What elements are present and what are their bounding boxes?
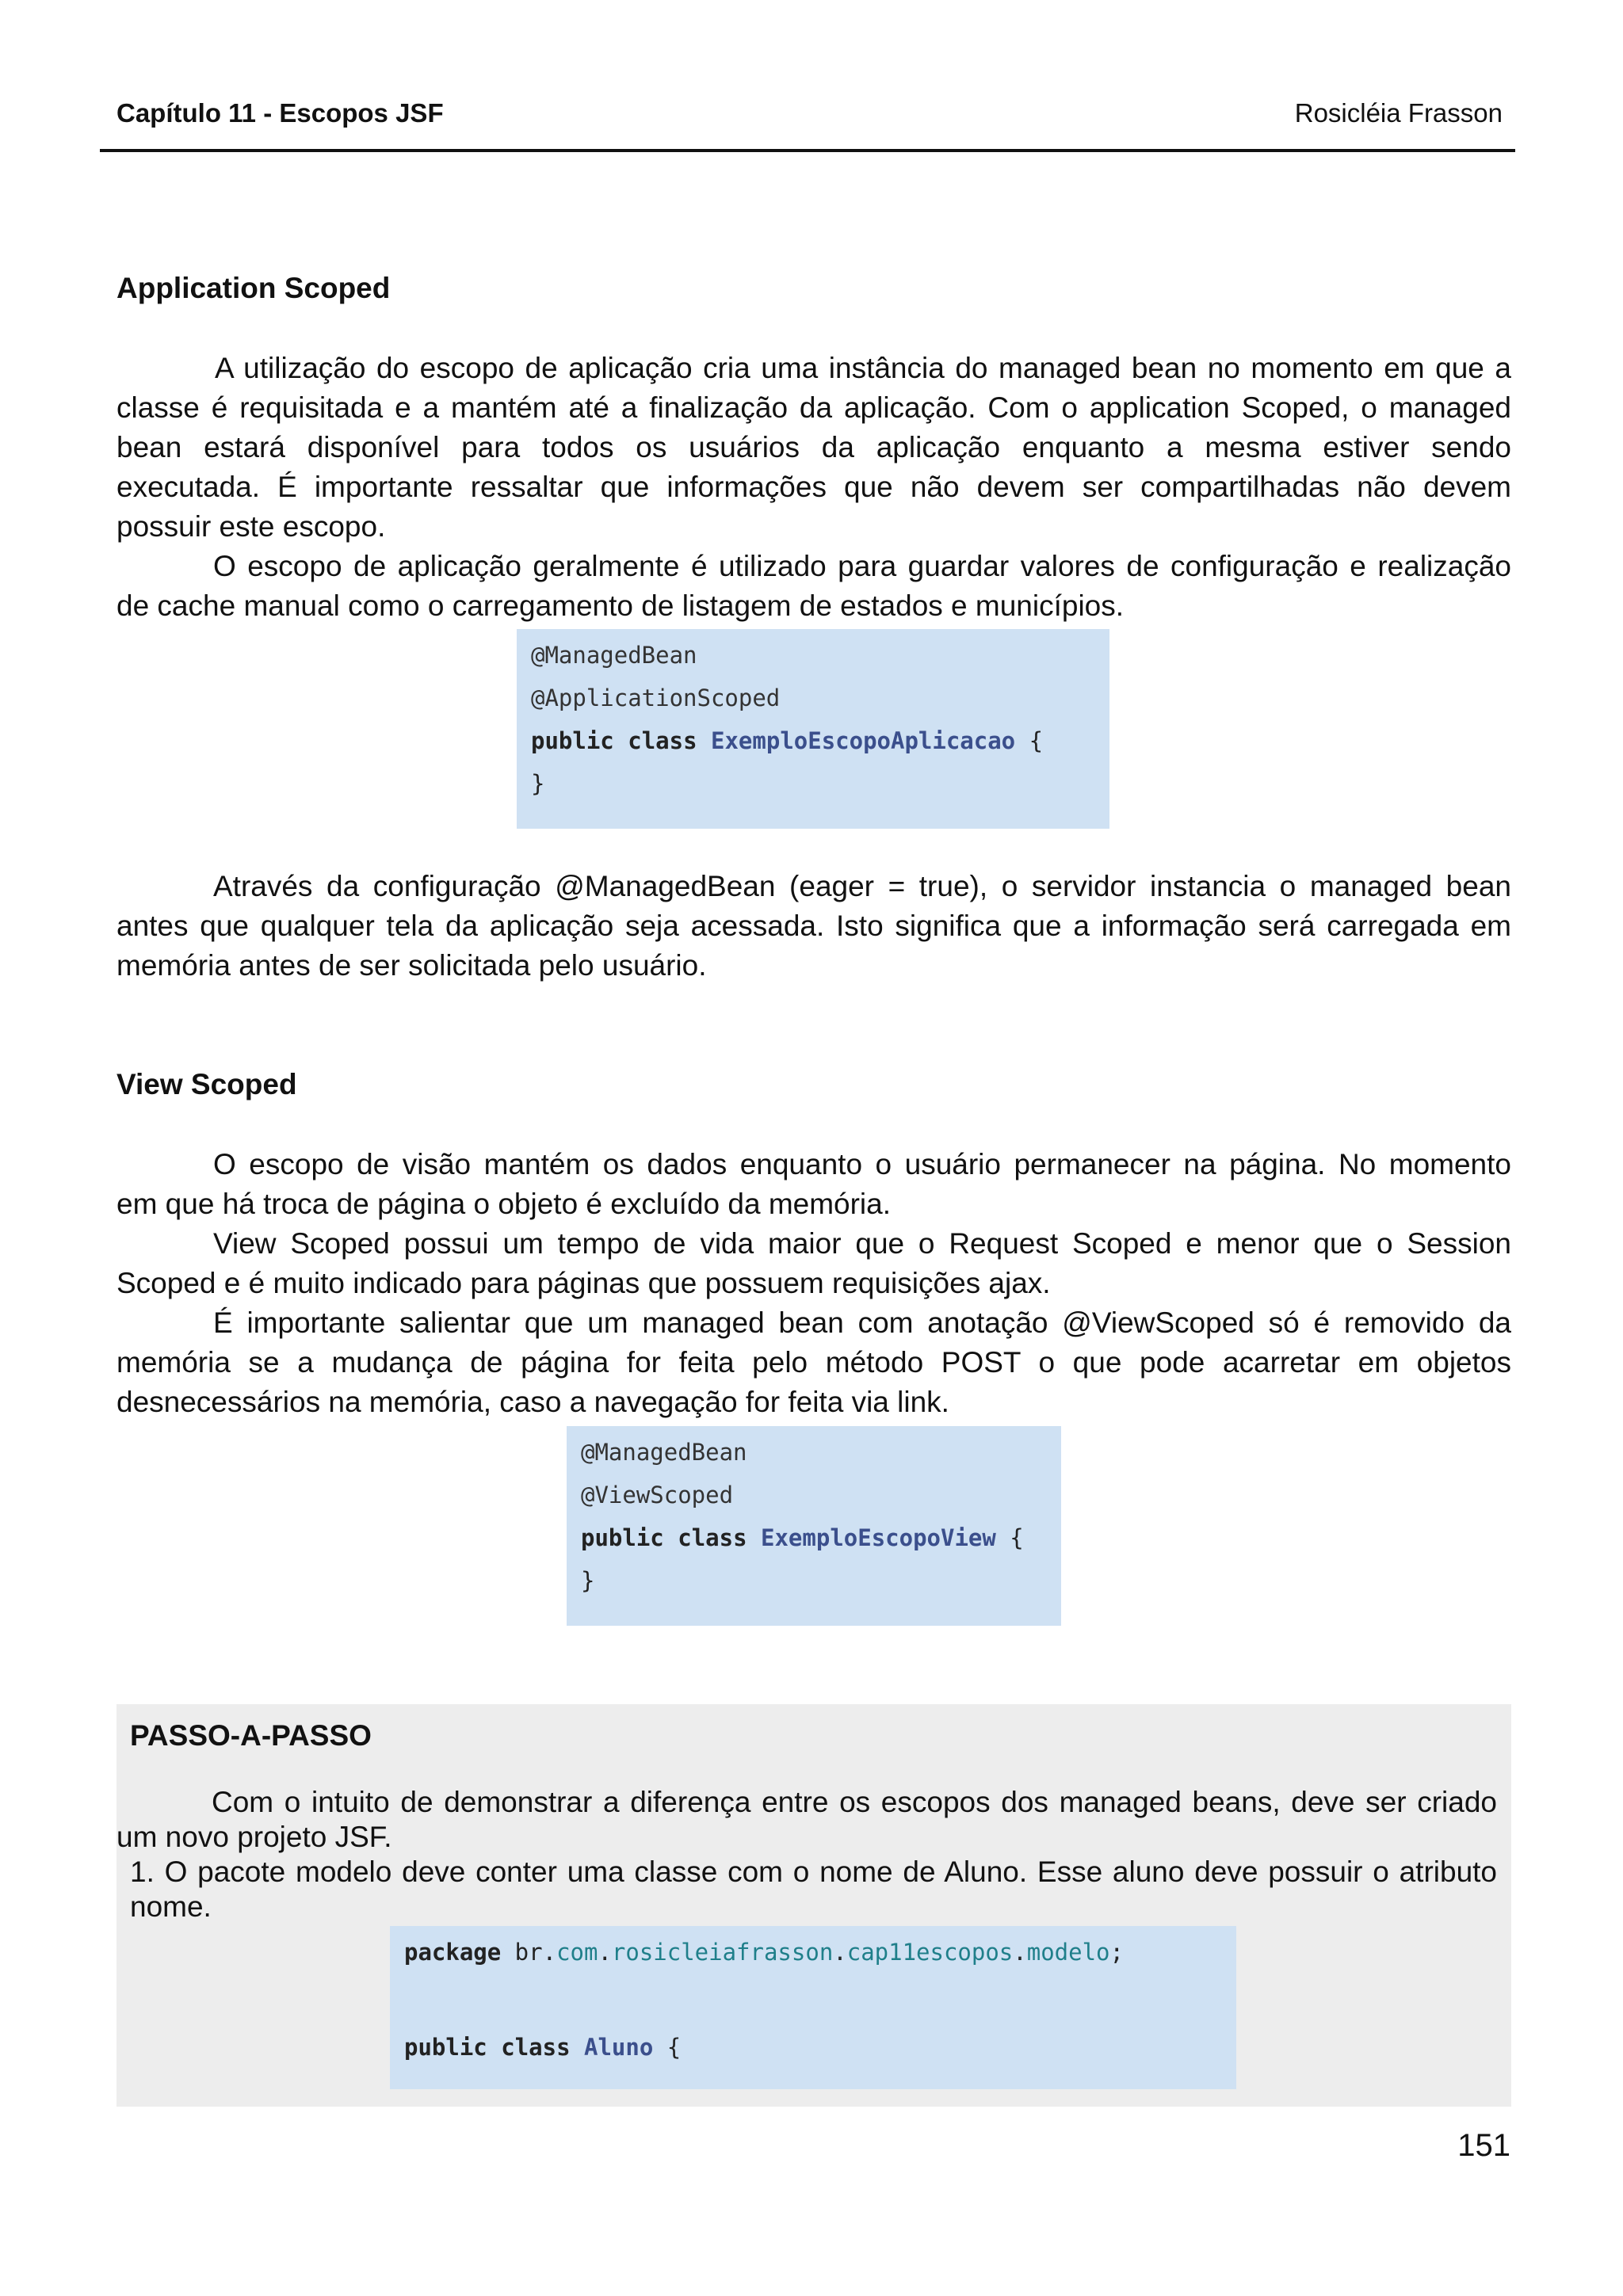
code-block-aluno-class [390, 1926, 1236, 2089]
text-line: possuir este escopo. [116, 510, 386, 543]
code-dot: . [1013, 1939, 1027, 1966]
code-brace: { [653, 2034, 682, 2061]
code-line: @ViewScoped [581, 1482, 734, 1508]
section-heading-application-scoped: Application Scoped [116, 272, 391, 304]
application-scoped-paragraph-3 [116, 867, 1511, 986]
code-line: @ManagedBean [531, 642, 697, 669]
code-package-segment: cap11escopos [846, 1939, 1014, 1966]
code-dot: . [598, 1939, 612, 1966]
code-block-view-scoped [567, 1426, 1061, 1626]
text-line: antes que qualquer tela da aplicação seja acessada. Isto significa que a informação será carregada em [116, 910, 1511, 942]
text-line: O escopo de aplicação geralmente é utilizado para guardar valores de configuração e realização [213, 550, 1511, 582]
step-1-paragraph [130, 1855, 1497, 1924]
code-line [531, 727, 1043, 754]
code-package-segment: rosicleiafrasson [611, 1939, 834, 1966]
text-line: A utilização do escopo de aplicação cria uma instância do managed bean no momento em que a [215, 352, 1511, 384]
chapter-title: Capítulo 11 - Escopos JSF [116, 98, 444, 128]
code-keyword: package [404, 1939, 502, 1966]
step-intro-paragraph [116, 1785, 1497, 1855]
code-line: } [581, 1567, 595, 1594]
text-line: 1. O pacote modelo deve conter uma classe com o nome de Aluno. Esse aluno deve possuir o atributo [130, 1855, 1497, 1888]
code-line: } [531, 770, 545, 797]
code-dot: . [833, 1939, 847, 1966]
text-line: Através da configuração @ManagedBean (eager = true), o servidor instancia o managed bean [213, 870, 1511, 902]
code-keyword: class [628, 727, 697, 754]
code-class-name: ExemploEscopoView [761, 1524, 996, 1551]
code-block-application-scoped [517, 629, 1109, 829]
code-line [581, 1524, 1024, 1551]
text-line: nome. [130, 1890, 212, 1923]
text-line: classe é requisitada e a mantém até a finalização da aplicação. Com o application Scoped, o managed [116, 391, 1511, 424]
text-line: É importante salientar que um managed bean com anotação @ViewScoped só é removido da [213, 1306, 1511, 1339]
view-scoped-paragraph-3 [116, 1303, 1511, 1422]
text-line: bean estará disponível para todos os usuários da aplicação enquanto a mesma estiver sendo [116, 431, 1511, 463]
code-line [404, 2034, 681, 2061]
text-line: em que há troca de página o objeto é excluído da memória. [116, 1188, 892, 1220]
step-by-step-title: PASSO-A-PASSO [130, 1719, 372, 1752]
author-name: Rosicléia Frasson [1294, 98, 1503, 128]
code-line: @ApplicationScoped [531, 685, 781, 711]
text-line: desnecessários na memória, caso a navegação for feita via link. [116, 1386, 949, 1418]
text-line: de cache manual como o carregamento de listagem de estados e municípios. [116, 589, 1125, 622]
text-line: um novo projeto JSF. [116, 1821, 392, 1853]
code-package-segment: modelo [1026, 1939, 1110, 1966]
code-line [404, 1939, 1124, 1966]
code-package-segment: br. [501, 1939, 557, 1966]
text-line: memória antes de ser solicitada pelo usuário. [116, 949, 707, 982]
code-semicolon: ; [1109, 1939, 1124, 1966]
code-keyword: class [501, 2034, 571, 2061]
text-line: memória se a mudança de página for feita pelo método POST o que pode acarretar em objetos [116, 1346, 1511, 1379]
text-line: executada. É importante ressaltar que informações que não devem ser compartilhadas não devem [116, 471, 1511, 503]
code-class-name: Aluno [584, 2034, 654, 2061]
code-brace: { [1015, 727, 1044, 754]
section-heading-view-scoped: View Scoped [116, 1068, 297, 1100]
text-line: Com o intuito de demonstrar a diferença entre os escopos dos managed beans, deve ser criado [212, 1786, 1497, 1818]
code-keyword: class [678, 1524, 747, 1551]
page-number: 151 [1457, 2128, 1510, 2163]
code-line: @ManagedBean [581, 1439, 747, 1466]
view-scoped-paragraph-2 [116, 1224, 1511, 1303]
text-line: O escopo de visão mantém os dados enquanto o usuário permanecer na página. No momento [213, 1148, 1511, 1180]
code-keyword: public [404, 2034, 487, 2061]
application-scoped-paragraph-1 [116, 349, 1511, 547]
text-line: Scoped e é muito indicado para páginas que possuem requisições ajax. [116, 1267, 1051, 1299]
code-class-name: ExemploEscopoAplicacao [711, 727, 1016, 754]
code-keyword: public [531, 727, 614, 754]
text-line: View Scoped possui um tempo de vida maior que o Request Scoped e menor que o Session [213, 1227, 1511, 1260]
view-scoped-paragraph-1 [116, 1145, 1511, 1224]
code-keyword: public [581, 1524, 664, 1551]
header-divider [100, 149, 1515, 152]
code-brace: { [995, 1524, 1024, 1551]
code-package-segment: com [556, 1939, 598, 1966]
application-scoped-paragraph-2 [116, 547, 1511, 626]
